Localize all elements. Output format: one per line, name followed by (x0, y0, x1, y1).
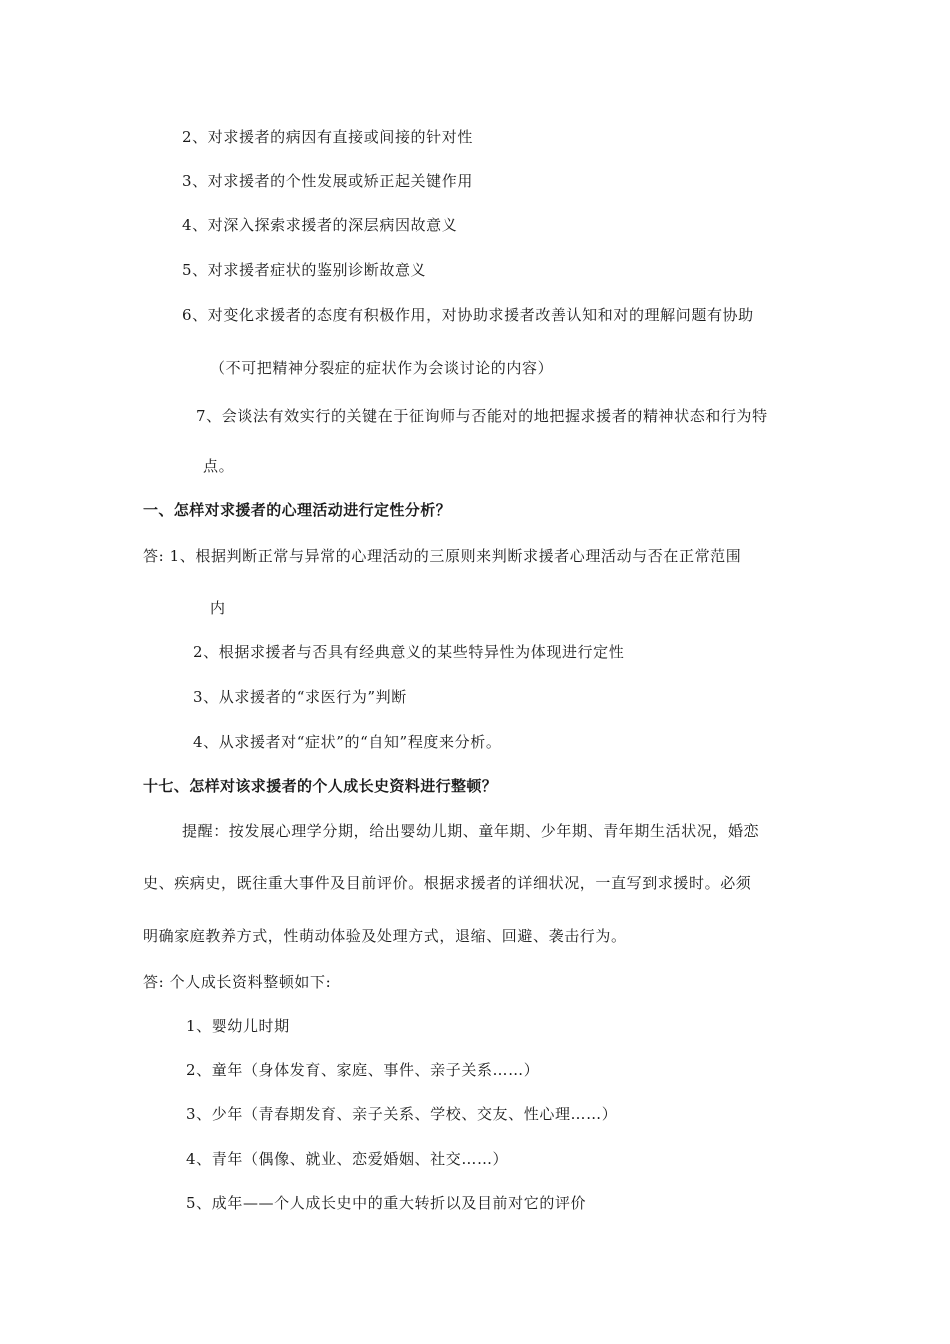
growth-item-2: 2、童年（身体发育、家庭、事件、亲子关系……） (186, 1061, 540, 1079)
section-heading-17: 十七、怎样对该求援者的个人成长史资料进行整顿？ (143, 777, 498, 795)
list-item-3: 3、对求援者的个性发展或矫正起关键作用 (182, 172, 473, 190)
growth-item-5: 5、成年——个人成长史中的重大转折以及目前对它的评价 (186, 1194, 587, 1212)
growth-item-4: 4、青年（偶像、就业、恋爱婚姻、社交……） (186, 1150, 509, 1168)
answer-1-item-4: 4、从求援者对“症状”的“自知”程度来分析。 (193, 733, 502, 751)
answer-1-item-1-continued: 内 (210, 599, 226, 617)
hint-line-1: 提醒：按发展心理学分期，给出婴幼儿期、童年期、少年期、青年期生活状况，婚恋 (182, 822, 760, 840)
growth-item-1: 1、婴幼儿时期 (186, 1017, 290, 1035)
section-heading-1: 一、怎样对求援者的心理活动进行定性分析？ (143, 501, 452, 519)
list-item-6: 6、对变化求援者的态度有积极作用，对协助求援者改善认知和对的理解问题有协助 (182, 306, 754, 324)
list-item-2: 2、对求援者的病因有直接或间接的针对性 (182, 128, 473, 146)
answer-1-item-3: 3、从求援者的“求医行为”判断 (193, 688, 407, 706)
answer-2-intro: 答: 个人成长资料整顿如下: (143, 973, 332, 991)
list-item-7-continued: 点。 (203, 457, 235, 475)
hint-line-3: 明确家庭教养方式，性萌动体验及处理方式，退缩、回避、袭击行为。 (143, 927, 627, 945)
list-item-5: 5、对求援者症状的鉴别诊断故意义 (182, 261, 427, 279)
list-item-7: 7、会谈法有效实行的关键在于征询师与否能对的地把握求援者的精神状态和行为特 (196, 407, 768, 425)
answer-1-item-1: 答: 1、根据判断正常与异常的心理活动的三原则来判断求援者心理活动与否在正常范围 (143, 547, 742, 565)
answer-1-item-2: 2、根据求援者与否具有经典意义的某些特异性为体现进行定性 (193, 643, 625, 661)
growth-item-3: 3、少年（青春期发育、亲子关系、学校、交友、性心理……） (186, 1105, 618, 1123)
list-item-4: 4、对深入探索求援者的深层病因故意义 (182, 216, 458, 234)
hint-line-2: 史、疾病史，既往重大事件及目前评价。根据求援者的详细状况，一直写到求援时。必须 (143, 874, 752, 892)
list-item-6-note: （不可把精神分裂症的症状作为会谈讨论的内容） (210, 359, 554, 377)
